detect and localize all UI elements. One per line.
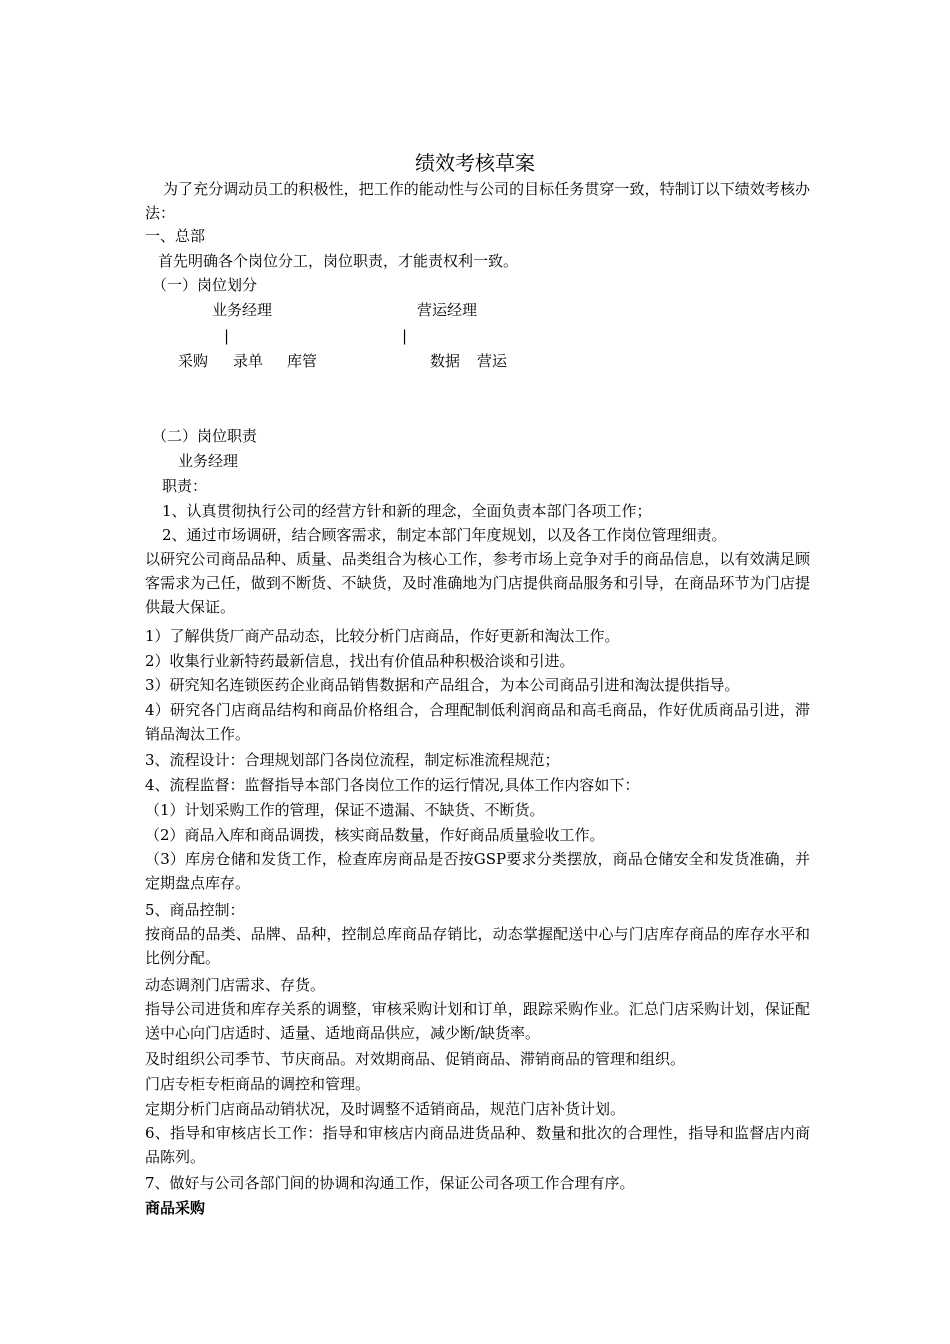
org-node-operations-manager: 营运经理 [417,301,478,319]
paragraph: 按商品的品类、品牌、品种，控制总库商品存销比，动态掌握配送中心与门店库存商品的库存水平和比例分配。 [145,925,810,967]
list-item: 2、通过市场调研，结合顾客需求，制定本部门年度规划，以及各工作岗位管理细责。 [162,526,727,544]
org-node: 录单 [233,352,264,370]
list-item: 3、流程设计：合理规划部门各岗位流程，制定标准流程规范； [145,751,560,769]
paragraph: 门店专柜专柜商品的调控和管理。 [145,1075,371,1093]
document-title: 绩效考核草案 [415,151,535,175]
duty-label: 职责： [162,477,208,495]
list-item: 3）研究知名连锁医药企业商品销售数据和产品组合，为本公司商品引进和淘汰提供指导。 [145,676,740,694]
org-node: 采购 [178,352,209,370]
list-item: 7、做好与公司各部门间的协调和沟通工作，保证公司各项工作合理有序。 [145,1174,635,1192]
paragraph: 以研究公司商品品种、质量、品类组合为核心工作，参考市场上竞争对手的商品信息，以有效满足顾客需求为己任，做到不断货、不缺货，及时准确地为门店提供商品服务和引导，在商品环节为门店提供最大保证。 [145,550,810,616]
subsection-heading: （二）岗位职责 [152,427,258,445]
org-node: 库管 [287,352,318,370]
org-node-business-manager: 业务经理 [212,301,273,319]
role-title: 业务经理 [178,452,239,470]
list-item: 2）收集行业新特药最新信息，找出有价值品种积极洽谈和引进。 [145,652,575,670]
list-item: （2）商品入库和商品调拨，核实商品数量，作好商品质量验收工作。 [145,826,605,844]
section-heading: 一、总部 [145,227,206,245]
subsection-heading: （一）岗位划分 [152,276,258,294]
org-connector: | [224,327,230,345]
list-item: （1）计划采购工作的管理，保证不遗漏、不缺货、不断货。 [145,801,545,819]
org-connector: | [402,327,408,345]
paragraph: 指导公司进货和库存关系的调整，审核采购计划和订单，跟踪采购作业。汇总门店采购计划，保证配送中心向门店适时、适量、适地商品供应，减少断/缺货率。 [145,1000,810,1042]
paragraph: 动态调剂门店需求、存货。 [145,976,326,994]
paragraph: 及时组织公司季节、节庆商品。对效期商品、促销商品、滞销商品的管理和组织。 [145,1050,686,1068]
list-item: 1）了解供货厂商产品动态，比较分析门店商品，作好更新和淘汰工作。 [145,627,620,645]
org-node: 数据 [430,352,461,370]
section-text: 首先明确各个岗位分工，岗位职责，才能责权利一致。 [158,252,519,270]
list-item: （3）库房仓储和发货工作，检查库房商品是否按GSP要求分类摆放，商品仓储安全和发货准确，并定期盘点库存。 [145,850,810,892]
closing-heading: 商品采购 [145,1199,206,1217]
intro-paragraph: 为了充分调动员工的积极性，把工作的能动性与公司的目标任务贯穿一致，特制订以下绩效考核办法： [145,180,810,222]
list-item: 1、认真贯彻执行公司的经营方针和新的理念，全面负责本部门各项工作； [162,502,652,520]
list-item: 5、商品控制： [145,901,245,919]
list-item: 6、指导和审核店长工作：指导和审核店内商品进货品种、数量和批次的合理性，指导和监督店内商品陈列。 [145,1124,810,1166]
paragraph: 定期分析门店商品动销状况，及时调整不适销商品，规范门店补货计划。 [145,1100,626,1118]
list-item: 4）研究各门店商品结构和商品价格组合，合理配制低利润商品和高毛商品，作好优质商品引进，滞销品淘汰工作。 [145,701,810,743]
list-item: 4、流程监督：监督指导本部门各岗位工作的运行情况,具体工作内容如下： [145,776,640,794]
org-node: 营运 [477,352,508,370]
